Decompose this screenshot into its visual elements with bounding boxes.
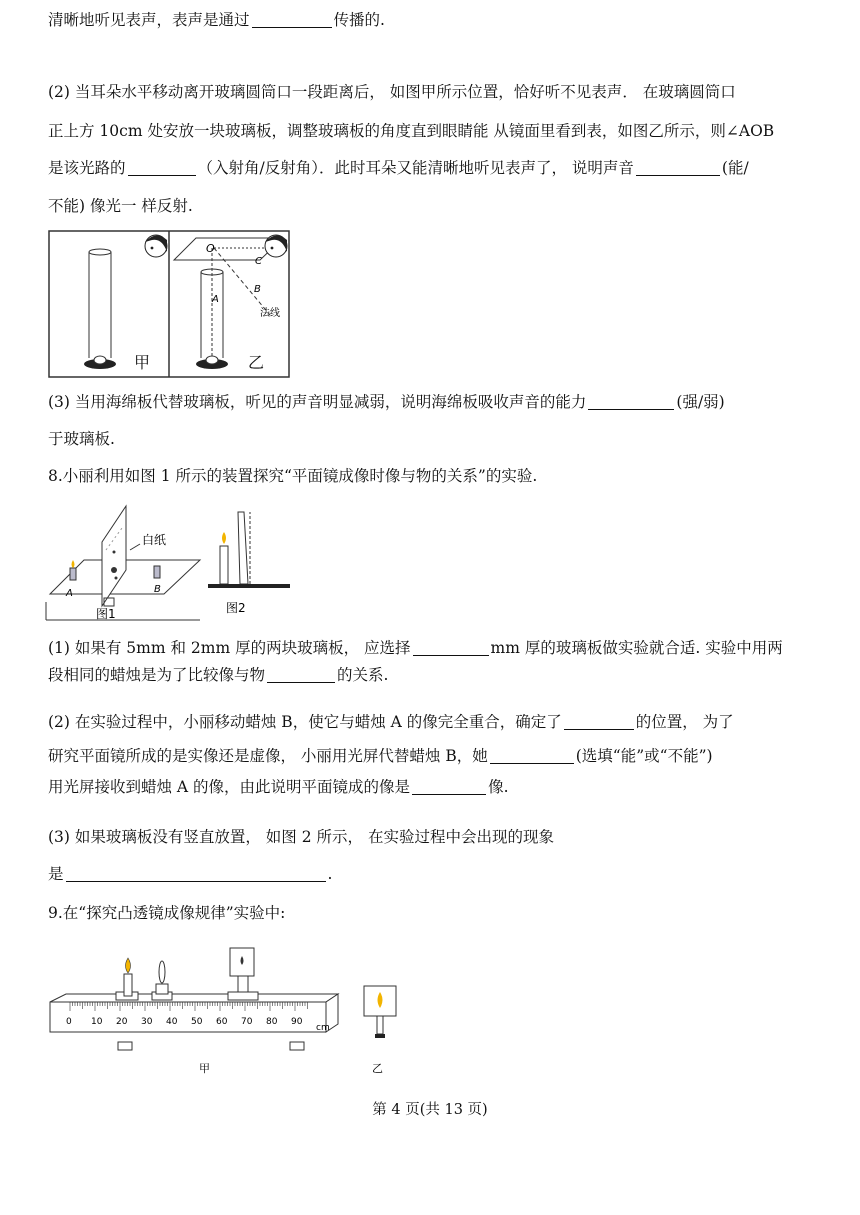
ruler-tick-label: 90	[291, 1017, 303, 1027]
candle-A	[70, 560, 76, 580]
q7-p2-text-1: (2) 当耳朵水平移动离开玻璃圆筒口一段距离后， 如图甲所示位置，恰好听不见表声． 在玻璃圆筒口	[48, 83, 736, 101]
q8-figure-1	[44, 500, 204, 622]
label-yi: 乙	[372, 1062, 383, 1075]
q7-l1-text-b: 传播的.	[333, 11, 385, 29]
q8-p2-line-2	[48, 746, 713, 766]
q7-l1-text-a: 清晰地听见表声，表声是通过	[48, 11, 250, 29]
q7-p2-line-1	[48, 82, 736, 102]
q8-p3-line-1	[48, 827, 554, 847]
label-jia: 甲	[134, 353, 151, 372]
label-A: A	[212, 294, 219, 305]
q8-title	[48, 466, 537, 486]
q7-p3-line-1	[48, 392, 725, 412]
q8-p2-text-2b: (选填“能”或“不能”)	[575, 747, 713, 765]
ruler-tick-label: 30	[141, 1017, 153, 1027]
label-jia: 甲	[199, 1062, 210, 1075]
q8-blank-compare[interactable]	[267, 666, 335, 683]
q9-title-text: 9.在“探究凸透镜成像规律”实验中:	[48, 904, 286, 922]
q7-p3-text-1b: (强/弱)	[676, 393, 725, 411]
q8-p1-line-1	[48, 638, 783, 658]
page-footer: 第 4 页(共 13 页)	[372, 1102, 488, 1118]
label-B: B	[154, 584, 161, 595]
screen-icon	[228, 948, 258, 1000]
q8-p2-line-3	[48, 777, 509, 797]
q9-title	[48, 903, 285, 923]
q8-p3-text-2b: .	[327, 865, 333, 883]
q7-p3-text-1a: (3) 当用海绵板代替玻璃板，听见的声音明显减弱，说明海绵板吸收声音的能力	[48, 393, 587, 411]
candle-icon	[116, 958, 138, 1000]
ruler-tick-label: 20	[116, 1017, 128, 1027]
ruler-tick-label: 80	[266, 1017, 278, 1027]
q8-p2-text-2a: 研究平面镜所成的是实像还是虚像， 小丽用光屏代替蜡烛 B，她	[48, 747, 488, 765]
q8-p3-line-2	[48, 864, 332, 884]
ruler-tick-label: 50	[191, 1017, 203, 1027]
q8-p2-line-1	[48, 712, 734, 732]
q7-p3-line-2	[48, 429, 115, 449]
q7-blank-absorb[interactable]	[588, 393, 674, 410]
q8-p1-text-2a: 段相同的蜡烛是为了比较像与物	[48, 666, 266, 684]
label-C: C	[255, 256, 262, 267]
label-O: O	[206, 242, 215, 255]
q7-p2-line-2	[48, 121, 774, 141]
q8-blank-image-type[interactable]	[412, 778, 486, 795]
q7-blank-medium[interactable]	[252, 11, 332, 28]
q8-blank-position[interactable]	[564, 713, 634, 730]
q7-blank-reflect[interactable]	[636, 159, 720, 176]
q7-figure-cylinder	[48, 230, 290, 378]
ruler-tick-label: 10	[91, 1017, 103, 1027]
q8-p2-text-3b: 像.	[488, 778, 509, 796]
q8-p2-text-1b: 的位置， 为了	[635, 713, 734, 731]
q7-line-1	[48, 10, 385, 30]
ruler-tick-label: 70	[241, 1017, 253, 1027]
ruler-tick-label: 40	[166, 1017, 178, 1027]
q8-p3-text-2a: 是	[48, 865, 64, 883]
head-icon	[145, 235, 167, 257]
q7-p3-text-2: 于玻璃板.	[48, 430, 115, 448]
q8-blank-can[interactable]	[490, 747, 574, 764]
q7-p2-text-3b: （入射角/反射角）．此时耳朵又能清晰地听见表声了， 说明声音	[197, 159, 634, 177]
cylinder-jia	[84, 249, 116, 369]
cylinder-yi	[174, 238, 283, 369]
label-yi: 乙	[248, 353, 265, 372]
ruler-tick-label: 60	[216, 1017, 228, 1027]
q7-blank-angle[interactable]	[128, 159, 196, 176]
q8-p1-text-1a: (1) 如果有 5mm 和 2mm 厚的两块玻璃板， 应选择	[48, 639, 411, 657]
head-icon	[265, 235, 287, 257]
q7-p2-text-3a: 是该光路的	[48, 159, 126, 177]
ruler-tick-label: 0	[66, 1017, 72, 1027]
q7-p2-line-4	[48, 196, 193, 216]
lens-icon	[152, 961, 172, 1000]
q8-blank-thickness[interactable]	[413, 639, 489, 656]
label-fig2: 图2	[226, 601, 246, 615]
q8-p2-text-1a: (2) 在实验过程中，小丽移动蜡烛 B，使它与蜡烛 A 的像完全重合，确定了	[48, 713, 562, 731]
label-A: A	[66, 588, 73, 599]
q8-blank-phenomenon[interactable]	[66, 865, 326, 882]
q8-p1-line-2	[48, 665, 388, 685]
candle-B	[154, 566, 160, 578]
q7-p2-line-3	[48, 158, 749, 178]
label-fig1: 图1	[96, 607, 116, 621]
q7-p2-text-3c: (能/	[721, 159, 749, 177]
q8-p2-text-3a: 用光屏接收到蜡烛 A 的像，由此说明平面镜成的像是	[48, 778, 411, 796]
q7-p2-text-2: 正上方 10cm 处安放一块玻璃板，调整玻璃板的角度直到眼睛能 从镜面里看到表，如图乙所示，则∠AOB	[48, 122, 775, 140]
q9-figure-optical-bench	[44, 946, 400, 1080]
q8-p1-text-1b: mm 厚的玻璃板做实验就合适. 实验中用两	[490, 639, 783, 657]
q8-title-text: 8.小丽利用如图 1 所示的装置探究“平面镜成像时像与物的关系”的实验.	[48, 467, 538, 485]
q8-figure-2	[208, 508, 292, 620]
label-paper: 白纸	[142, 533, 167, 547]
screen-image-icon	[364, 986, 396, 1038]
q7-p2-text-4: 不能) 像光一 样反射.	[48, 197, 193, 215]
label-normal: 法线	[260, 308, 280, 319]
label-B: B	[254, 284, 261, 295]
q8-p3-text-1: (3) 如果玻璃板没有竖直放置， 如图 2 所示， 在实验过程中会出现的现象	[48, 828, 554, 846]
ruler-unit: cm	[316, 1023, 330, 1033]
q8-p1-text-2b: 的关系.	[337, 666, 389, 684]
